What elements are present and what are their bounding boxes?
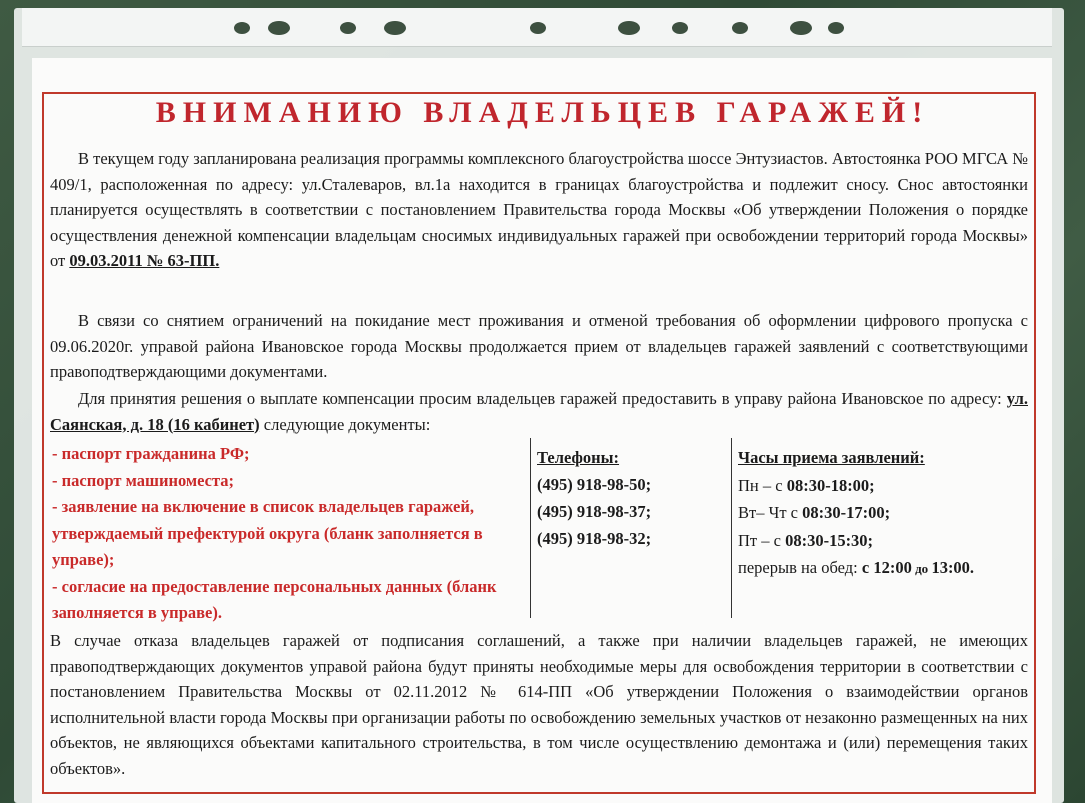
hours-days: Пт – с (738, 530, 786, 550)
punch-hole (828, 22, 844, 34)
lunch-to: 13:00. (931, 558, 975, 577)
hours-days: Вт– Чт с (738, 503, 803, 522)
phones-column (537, 444, 727, 552)
hours-days: Пн – с (738, 475, 787, 495)
punch-hole (618, 21, 640, 35)
punch-hole (384, 21, 406, 35)
lunch-label: перерыв на обед: (738, 558, 862, 577)
paragraph-applications: В связи со снятием ограничений на покидание мест проживания и отменой требования об оформлении цифрового пропуска с 09.06.2020г. управой района Ивановское города Москвы продолжается прием от владельцев гаражей заявлений с соответствующими правоподтверждающими документами. (50, 311, 1028, 381)
required-documents-list (52, 441, 530, 627)
column-divider (731, 438, 732, 618)
sleeve-binding-strip (22, 8, 1052, 47)
phones-header (537, 444, 727, 471)
punch-hole (790, 21, 812, 35)
punch-hole (672, 22, 688, 34)
phone-number: (495) 918-98-32; (537, 529, 652, 548)
paragraph-documents-request-text: Для принятия решения о выплате компенсации просим владельцев гаражей предоставить в управу района Ивановское по адресу: (78, 389, 1007, 408)
paragraph-documents-request-end: следующие документы: (259, 414, 431, 434)
lunch-break-row (738, 554, 1028, 583)
document-item: - заявление на включение в список владельцев гаражей, утверждаемый префектурой округа (бланк заполняется в управе); (52, 497, 483, 569)
punch-hole (268, 21, 290, 35)
paragraph-documents-request (50, 386, 1028, 437)
hours-row (738, 499, 1028, 527)
punch-hole (234, 22, 250, 34)
document-item: - согласие на предоставление персональных данных (бланк заполняется в управе). (52, 576, 497, 622)
decree-number: 09.03.2011 № 63-ПП. (69, 251, 220, 270)
hours-row (738, 472, 1028, 500)
document-item: - паспорт машиноместа; (52, 470, 235, 490)
phone-number: (495) 918-98-37; (537, 502, 652, 521)
office-hours-column (738, 444, 1028, 583)
phone-number: (495) 918-98-50; (537, 475, 652, 494)
paragraph-demolition-text: В текущем году запланирована реализация программы комплексного благоустройства шоссе Энтузиастов. Автостоянка РОО МГСА № 409/1, расположенная по адресу: ул.Сталеваров, вл.1а находится в границах благоустройства и подлежит сносу. Снос автостоянки планируется осуществлять в соответствии с постановлением Правительства города Москвы «Об утверждении Положения о порядке осуществления денежной компенсации владельцам сносимых индивидуальных гаражей при освобождении территорий города Москвы» от (50, 149, 1028, 270)
lunch-from: с 12:00 (861, 558, 912, 577)
lunch-to-word: до (911, 561, 932, 576)
hours-header-text: Часы приема заявлений: (738, 448, 925, 467)
notice-title: ВНИМАНИЮ ВЛАДЕЛЬЦЕВ ГАРАЖЕЙ! (155, 96, 930, 129)
punch-hole (530, 22, 546, 34)
column-divider (530, 438, 531, 618)
hours-time: 08:30-18:00; (786, 475, 875, 495)
paragraph-consequences: В случае отказа владельцев гаражей от подписания соглашений, а также при наличии владельцев гаражей, не имеющих правоподтверждающих документов управой района будут приняты необходимые меры для освобождения территории в соответствии с постановлением Правительства Москвы от 02.11.2012 № 614-ПП «Об утверждении Положения о взаимодействии органов исполнительной власти города Москвы при организации работы по освобождению земельных участков от незаконно размещенных на них объектов, не являющихся объектами капитального строительства, в том числе осуществлению демонтажа и (или) перемещения таких объектов». (50, 631, 1028, 778)
hours-row (738, 527, 1028, 555)
punch-hole (340, 22, 356, 34)
hours-time: 08:30-17:00; (802, 503, 891, 522)
document-item: - паспорт гражданина РФ; (52, 444, 250, 463)
phones-header-text: Телефоны: (537, 448, 620, 467)
hours-time: 08:30-15:30; (785, 530, 874, 550)
paragraph-demolition (50, 146, 1028, 274)
punch-hole (732, 22, 748, 34)
office-address: ул. Саянская, д. 18 (16 кабинет) (50, 389, 1028, 434)
hours-header (738, 444, 1028, 472)
